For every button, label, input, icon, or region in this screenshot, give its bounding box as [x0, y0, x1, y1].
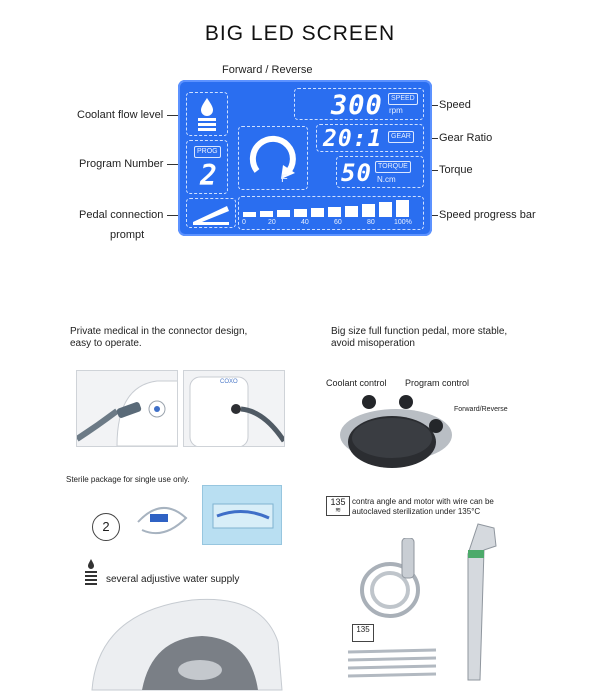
label-program-number: Program Number — [79, 158, 164, 170]
water-drop-icon — [187, 93, 227, 135]
prog-tag: PROG — [194, 146, 221, 158]
label-torque: Torque — [439, 164, 473, 176]
coolant-control-label: Coolant control — [326, 378, 387, 388]
bar-tick: 80 — [367, 219, 375, 226]
bar-tick: 60 — [334, 219, 342, 226]
foot-pedal-image — [336, 390, 456, 480]
coolant-box — [186, 92, 228, 136]
pedal-box — [186, 198, 236, 228]
bar-tick: 40 — [301, 219, 309, 226]
connector-illustration — [77, 371, 178, 447]
gear-box — [316, 124, 424, 152]
autoclave-caption-2: autoclaved sterilization under 135°C — [352, 507, 481, 516]
motor-cable-image — [356, 538, 436, 628]
sterile-package-illustration — [203, 486, 282, 545]
autoclave-temp: 135 — [330, 497, 346, 507]
sterile-caption: Sterile package for single use only. — [66, 475, 190, 484]
connector-caption-1: Private medical in the connector design, — [70, 326, 248, 337]
autoclave-small-icon — [352, 624, 374, 642]
program-control-label: Program control — [405, 378, 470, 388]
speed-value: 300 — [331, 90, 383, 121]
console-image — [82, 592, 284, 692]
pedal-icon — [187, 199, 235, 227]
bar-tick: 100% — [394, 219, 412, 226]
bar-tick: 0 — [242, 219, 246, 226]
label-speed: Speed — [439, 99, 471, 111]
autoclave-caption-1: contra angle and motor with wire can be — [352, 497, 494, 506]
direction-gauge-box — [238, 126, 308, 190]
bar-tick: 20 — [268, 219, 276, 226]
label-pedal-line1: Pedal connection — [79, 209, 164, 221]
direction-letter: F — [281, 173, 288, 185]
torque-box — [336, 156, 424, 188]
torque-value: 50 — [341, 159, 372, 187]
gear-value: 20:1 — [323, 126, 383, 152]
label-speed-bar: Speed progress bar — [439, 209, 536, 221]
forward-reverse-label: Forward/Reverse — [454, 406, 508, 413]
sterile-package-image — [202, 485, 282, 545]
single-use-number: 2 — [102, 519, 110, 534]
torque-tag: TORQUE — [375, 161, 411, 173]
irrigation-tubes-image — [344, 646, 440, 682]
autoclave-icon: 135 ≋ — [326, 496, 350, 516]
led-screen — [178, 80, 432, 236]
page-title: BIG LED SCREEN — [204, 22, 396, 45]
label-forward-reverse: Forward / Reverse — [222, 64, 313, 76]
speed-unit: rpm — [389, 106, 403, 115]
prog-value: 2 — [200, 159, 218, 192]
contra-angle-illustration — [454, 520, 504, 690]
pedal-caption-2: avoid misoperation — [331, 338, 415, 349]
label-coolant-flow: Coolant flow level — [77, 109, 164, 121]
autoclave-small-temp: 135 — [356, 625, 370, 634]
irrigation-tubes-illustration — [344, 646, 440, 682]
foot-pedal-illustration — [336, 390, 456, 480]
console-illustration — [82, 592, 284, 692]
tubing-image — [134, 492, 190, 542]
connector-photo-1 — [76, 370, 178, 447]
label-pedal-line2: prompt — [110, 229, 145, 241]
speed-tag: SPEED — [388, 93, 418, 105]
contra-angle-image — [454, 520, 504, 690]
speed-progress-box — [238, 196, 424, 230]
connector-caption-2: easy to operate. — [70, 338, 142, 349]
rotation-gauge-icon — [239, 127, 307, 189]
label-gear-ratio: Gear Ratio — [439, 132, 493, 144]
brand-label: COXO — [220, 379, 238, 385]
connector-photo-2 — [183, 370, 285, 447]
speed-progress-bars — [239, 197, 423, 221]
pedal-caption-1: Big size full function pedal, more stable, — [331, 326, 508, 337]
gear-tag: GEAR — [388, 131, 414, 143]
program-box — [186, 140, 228, 194]
single-use-badge — [92, 513, 120, 541]
motor-cable-illustration — [356, 538, 436, 628]
torque-unit: N.cm — [377, 175, 396, 184]
tubing-illustration — [134, 492, 190, 542]
water-level-icon — [83, 558, 99, 586]
water-supply-caption: several adjustive water supply — [106, 574, 240, 585]
speed-box — [294, 88, 424, 120]
